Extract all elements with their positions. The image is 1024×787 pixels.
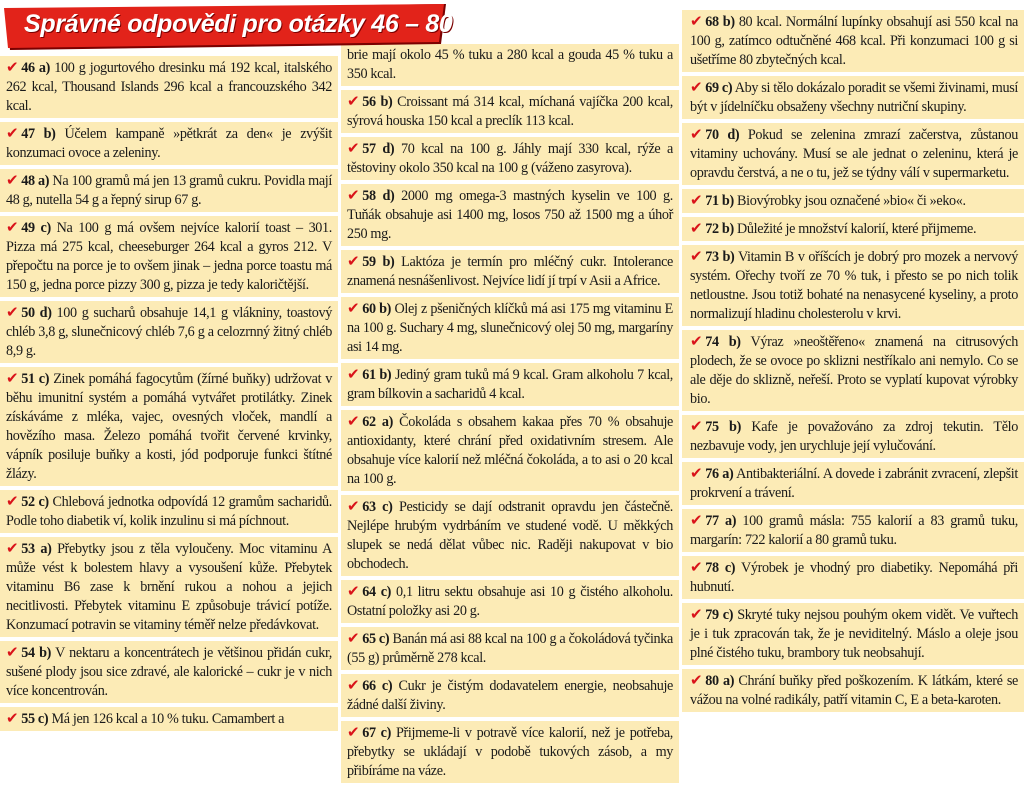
page-title: Správné odpovědi pro otázky 46 – 80 [24,10,453,38]
checkmark-icon: ✔ [690,464,703,482]
answer-item [0,641,338,707]
answer-item [682,189,1024,217]
checkmark-icon: ✔ [690,12,703,30]
answer-item [0,56,338,122]
checkmark-icon: ✔ [690,332,703,350]
answer-text: Čokoláda s obsahem kakaa přes 70 % obsahuje antioxidanty, které chrání před oxidativním stresem. Ale obsahuje více kalorií než mléčná čokoláda, a to asi o 20 kcal na 100 g. [347,414,673,487]
answer-number: 55 c) [21,711,49,727]
answer-item [682,556,1024,603]
answer-text: 100 gramů másla: 755 kalorií a 83 gramů tuku, margarín: 722 kalorií a 80 gramů tuku. [690,513,1018,548]
answer-text: Biovýrobky jsou označené »bio« či »eko«. [737,193,966,209]
answer-number: 51 c) [21,371,50,387]
answer-text: Účelem kampaně »pětkrát za den« je zvýšit konzumaci ovoce a zeleniny. [6,126,332,161]
answer-number: 53 a) [21,541,52,557]
answer-number: 60 b) [362,301,392,317]
checkmark-icon: ✔ [690,125,703,143]
answer-text: Chlebová jednotka odpovídá 12 gramům sacharidů. Podle toho diabetik ví, kolik inzulinu si má píchnout. [6,494,333,529]
answer-number: 80 a) [705,673,735,689]
answer-number: 69 c) [705,80,733,96]
answer-item [341,184,679,250]
answer-item [0,537,338,641]
answer-number: 46 a) [21,60,51,76]
answer-item [682,415,1024,462]
answer-text: 100 g sucharů obsahuje 14,1 g vlákniny, toastový chléb 3,8 g, slunečnicový chléb 7,6 g a celozrnný žitný chléb 8,9 g. [6,305,332,359]
answer-item [341,44,679,90]
answer-number: 73 b) [705,249,735,265]
answer-item [682,669,1024,716]
answer-number: 59 b) [362,254,395,270]
checkmark-icon: ✔ [347,412,360,430]
checkmark-icon: ✔ [6,58,19,76]
checkmark-icon: ✔ [347,139,360,157]
answer-number: 68 b) [705,14,735,30]
answer-text: Vitamin B v oříšcích je dobrý pro mozek a nervový systém. Ořechy tvoří ze 70 % tuk, i přesto se po nich tolik netloustne. Jsou totiž bohaté na nenasycené kyseliny, a proto normalizují hladinu cholesterolu v krvi. [690,249,1018,322]
answer-number: 57 d) [362,141,395,157]
answer-number: 49 c) [21,220,51,236]
answer-number: 71 b) [705,193,734,209]
checkmark-icon: ✔ [6,171,19,189]
answer-item [682,603,1024,669]
answer-item [0,707,338,735]
answer-number: 52 c) [21,494,49,510]
answer-item [0,367,338,490]
checkmark-icon: ✔ [690,511,703,529]
answer-number: 62 a) [362,414,393,430]
checkmark-icon: ✔ [347,497,360,515]
answer-item [341,250,679,297]
answer-item [0,301,338,367]
column-1 [0,0,338,785]
answer-item [341,410,679,495]
answer-text: Kafe je považováno za zdroj tekutin. Tělo nezbavuje vody, jen urychluje její vylučování. [690,419,1018,454]
checkmark-icon: ✔ [6,303,19,321]
answer-item [0,169,338,216]
answer-item [0,490,338,537]
checkmark-icon: ✔ [347,92,360,110]
answer-item [341,90,679,137]
answer-item [682,462,1024,509]
answer-number: 47 b) [21,126,56,142]
checkmark-icon: ✔ [690,605,703,623]
answer-number: 74 b) [705,334,741,350]
answer-number: 64 c) [362,584,392,600]
checkmark-icon: ✔ [6,218,19,236]
answer-number: 75 b) [705,419,741,435]
answer-number: 72 b) [705,221,734,237]
checkmark-icon: ✔ [347,582,360,600]
checkmark-icon: ✔ [347,723,360,741]
answer-item [0,216,338,301]
answer-text: Banán má asi 88 kcal na 100 g a čokoládová tyčinka (55 g) průměrně 278 kcal. [347,631,673,666]
answer-text: Výrobek je vhodný pro diabetiky. Nepomáhá při hubnutí. [690,560,1018,595]
answer-item [682,245,1024,330]
answer-text: 70 kcal na 100 g. Jáhly mají 330 kcal, rýže a těstoviny okolo 350 kcal na 100 g (váženo zasyrova). [347,141,673,176]
checkmark-icon: ✔ [690,671,703,689]
answer-number: 79 c) [705,607,734,623]
answer-text: Pokud se zelenina zmrazí začerstva, zůstanou vitaminy uchovány. Musí se ale jednat o zeleninu, která je opravdu čerstvá, a ne o tu, jež se týdny válí v supermarketu. [690,127,1018,181]
answer-item [682,76,1024,123]
answer-item [682,330,1024,415]
answer-text: 0,1 litru sektu obsahuje asi 10 g čistého alkoholu. Ostatní položky asi 20 g. [347,584,673,619]
column-2 [341,0,679,785]
answer-number: 78 c) [705,560,736,576]
checkmark-icon: ✔ [347,676,360,694]
answer-item [341,674,679,721]
title-banner [4,4,453,50]
answer-number: 76 a) [705,466,734,482]
answer-number: 66 c) [362,678,393,694]
checkmark-icon: ✔ [347,629,360,647]
answer-item [341,627,679,674]
answer-number: 54 b) [21,645,52,661]
answer-text: Olej z pšeničných klíčků má asi 175 mg vitaminu E na 100 g. Suchary 4 mg, slunečnicový olej 50 mg, margaríny asi 14 mg. [347,301,673,355]
answer-item [341,580,679,627]
checkmark-icon: ✔ [690,78,703,96]
checkmark-icon: ✔ [6,539,19,557]
answer-text: Pesticidy se dají odstranit opravdu jen částečně. Nejlépe hrubým vydrbáním ve studené vodě. U měkkých slupek se nedá dělat vůbec nic. Raději nakupovat v bio obchodech. [347,499,673,572]
answer-item [341,721,679,787]
answer-item [0,122,338,169]
answer-number: 67 c) [362,725,391,741]
answer-number: 48 a) [21,173,50,189]
answer-text: Antibakteriální. A dovede i zabránit zvracení, zlepšit prokrvení a trávení. [690,466,1018,501]
answer-item [682,123,1024,189]
answer-item [682,10,1024,76]
answer-number: 56 b) [362,94,393,110]
checkmark-icon: ✔ [690,191,703,209]
checkmark-icon: ✔ [6,643,19,661]
answer-text: Croissant má 314 kcal, míchaná vajíčka 200 kcal, sýrová houska 150 kcal a preclík 113 kcal. [347,94,673,129]
answer-text: Přijmeme-li v potravě více kalorií, než je potřeba, přebytky se ukládají v podobě tukových zásob, a my přibíráme na váze. [347,725,673,779]
answer-number: 65 c) [362,631,390,647]
answer-text: Na 100 g má ovšem nejvíce kalorií toast – 301. Pizza má 275 kcal, cheeseburger 264 kcal a gyros 212. V přepočtu na porce je to ovšem jinak – jedna porce toastu má 150 g, jedna porce pizzy 300 g, pizza je tedy kaloričtější. [6,220,332,293]
answer-number: 61 b) [362,367,392,383]
answer-text: brie mají okolo 45 % tuku a 280 kcal a gouda 45 % tuku a 350 kcal. [347,47,673,82]
answer-item [682,509,1024,556]
checkmark-icon: ✔ [6,492,19,510]
answer-item [341,363,679,410]
checkmark-icon: ✔ [347,365,360,383]
answer-number: 58 d) [362,188,395,204]
answer-text: Laktóza je termín pro mléčný cukr. Intolerance znamená nesnášenlivost. Nejvíce lidí jí trpí v Asii a Africe. [347,254,673,289]
answer-text: Cukr je čistým dodavatelem energie, neobsahuje žádné další živiny. [347,678,673,713]
answer-item [341,297,679,363]
checkmark-icon: ✔ [6,709,19,727]
answer-text: Výraz »neoštěřeno« znamená na citrusových plodech, že se ovoce po sklizni nestříkalo ani nemylo. Co se ale děje do sklizně, neřeší. Proto se vyplatí kupovat výrobky bio. [690,334,1018,407]
answer-text: Aby si tělo dokázalo poradit se všemi živinami, musí být v jídelníčku obsaženy všechny nutriční skupiny. [690,80,1019,115]
answer-item [682,217,1024,245]
checkmark-icon: ✔ [690,417,703,435]
answer-text: Zinek pomáhá fagocytům (žírné buňky) udržovat v běhu imunitní systém a pomáhá vytvářet protilátky. Zinek získáváme z mléka, vajec, ovesných vloček, mandlí a hovězího masa. Železo pomáhá tvořit červené krvinky, vápník posiluje buňky a kosti, jód podporuje funkci štítné žlázy. [6,371,332,482]
checkmark-icon: ✔ [6,124,19,142]
answer-text: Přebytky jsou z těla vyloučeny. Moc vitaminu A může vést k bolestem hlavy a vysoušení kůže. Přebytek vitaminu B6 zase k brnění rukou a nohou a jejich necitlivosti. Přebytek vitaminu E způsobuje trávicí potíže. Konzumací potravin se vitaminy téměř nelze předávkovat. [6,541,333,633]
answer-text: 100 g jogurtového dresinku má 192 kcal, italského 262 kcal, Thousand Islands 296 kcal a francouzského 342 kcal. [6,60,332,114]
answer-text: Chrání buňky před poškozením. K látkám, které se vážou na volné radikály, patří vitamin C, E a beta-karoten. [690,673,1018,708]
answer-text: Skryté tuky nejsou pouhým okem vidět. Ve vuřtech je i tuk zpracován tak, že je neviditelný. Máslo a oleje jsou plné čistého tuku, brambory tuk neobsahují. [690,607,1018,661]
answer-text: V nektaru a koncentrátech je většinou přidán cukr, sušené plody jsou sice zdravé, ale kalorické – cukr je v nich více koncentrován. [6,645,332,699]
checkmark-icon: ✔ [347,299,360,317]
answer-text: Má jen 126 kcal a 10 % tuku. Camambert a [51,711,285,727]
checkmark-icon: ✔ [347,252,360,270]
answer-number: 70 d) [705,127,740,143]
answer-item [341,495,679,580]
answer-item [341,137,679,184]
answer-text: Důležité je množství kalorií, které přijmeme. [737,221,977,237]
answer-text: Jediný gram tuků má 9 kcal. Gram alkoholu 7 kcal, gram bílkovin a sacharidů 4 kcal. [347,367,674,402]
column-3 [682,0,1024,785]
answer-number: 77 a) [705,513,737,529]
answer-text: 80 kcal. Normální lupínky obsahují asi 550 kcal na 100 g, zatímco odtučněné 468 kcal. Při konzumaci 100 g si ušetříme 80 zbytečných kcal. [690,14,1019,68]
checkmark-icon: ✔ [690,558,703,576]
checkmark-icon: ✔ [690,247,703,265]
checkmark-icon: ✔ [690,219,703,237]
answer-text: Na 100 gramů má jen 13 gramů cukru. Povidla mají 48 g, nutella 54 g a řepný sirup 67 g. [6,173,332,208]
answer-number: 50 d) [21,305,52,321]
answer-text: 2000 mg omega-3 mastných kyselin ve 100 g. Tuňák obsahuje asi 1400 mg, losos 750 až 1500 mg a úhoř 250 mg. [347,188,673,242]
checkmark-icon: ✔ [6,369,19,387]
answer-number: 63 c) [362,499,393,515]
checkmark-icon: ✔ [347,186,360,204]
